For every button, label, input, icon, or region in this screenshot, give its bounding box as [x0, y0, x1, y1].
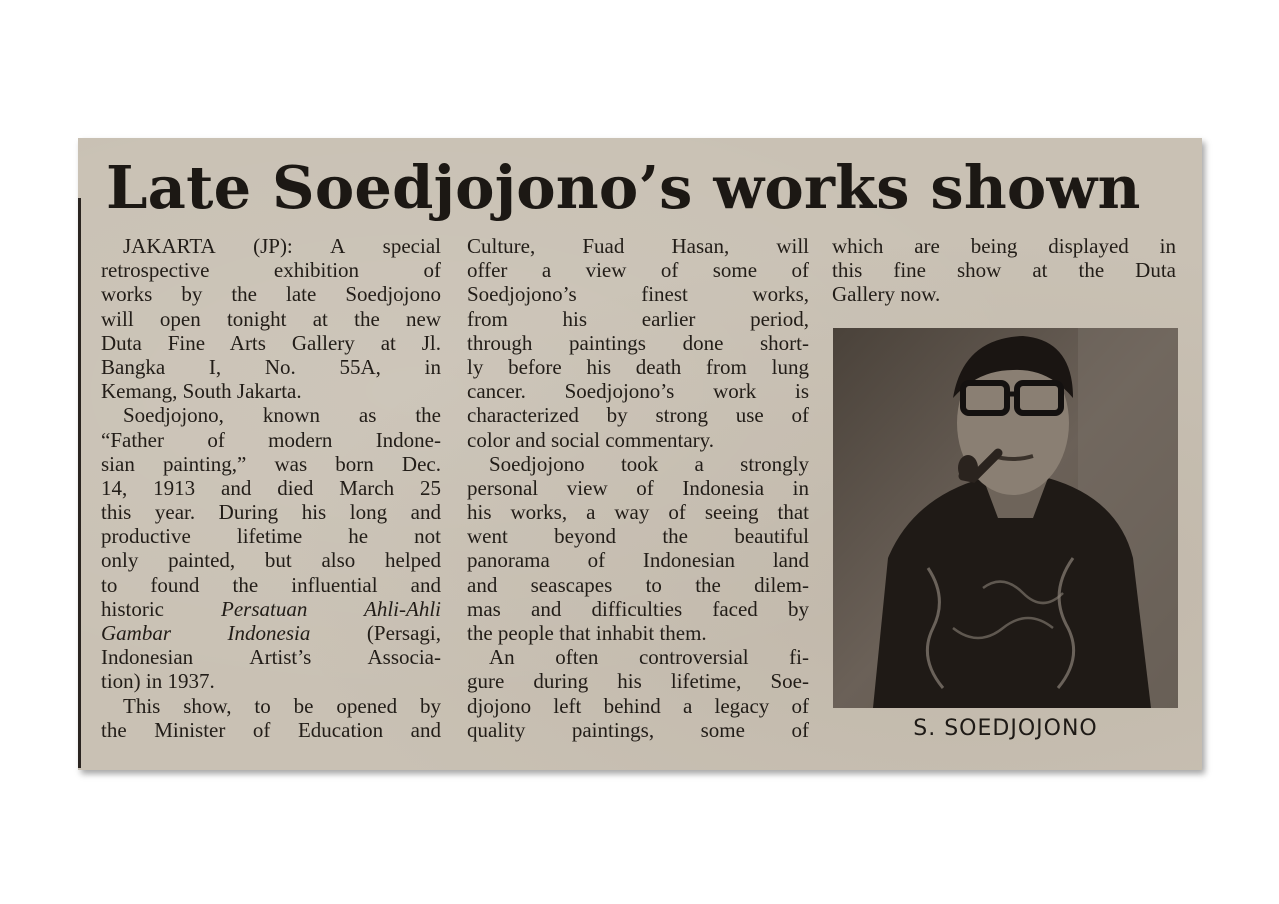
article-line [101, 234, 441, 258]
article-line [467, 476, 809, 500]
article-text: only painted, but also helped [101, 548, 441, 573]
article-line [467, 597, 809, 621]
article-text: An often controversial fi- [489, 645, 809, 670]
article-line [101, 500, 441, 524]
article-text: this year. During his long and [101, 500, 441, 525]
article-line [467, 669, 809, 693]
article-line [467, 331, 809, 355]
article-line [832, 234, 1176, 258]
article-line [101, 597, 441, 621]
article-text: sian painting,” was born Dec. [101, 451, 441, 476]
article-text: the Minister of Education and [101, 717, 441, 742]
article-line [101, 718, 441, 742]
article-line [832, 258, 1176, 282]
article-line [101, 428, 441, 452]
article-line [101, 452, 441, 476]
article-column-2 [467, 234, 809, 742]
article-text: color and social commentary. [467, 427, 715, 452]
article-line [467, 718, 809, 742]
article-line [101, 548, 441, 572]
article-text: offer a view of some of [467, 258, 809, 283]
article-line [101, 694, 441, 718]
article-text: characterized by strong use of [467, 403, 809, 428]
photo-caption: S. SOEDJOJONO [913, 716, 1098, 741]
article-text: gure during his lifetime, Soe- [467, 669, 809, 694]
article-line [467, 428, 809, 452]
newspaper-clipping [78, 138, 1202, 770]
article-line [101, 621, 441, 645]
article-line [101, 476, 441, 500]
article-line [467, 548, 809, 572]
article-line [467, 355, 809, 379]
article-line [467, 258, 809, 282]
article-text: “Father of modern Indone- [101, 427, 441, 452]
clipping-column-rule [78, 198, 81, 768]
article-text: this fine show at the Duta [832, 258, 1176, 283]
article-line [101, 331, 441, 355]
article-line [467, 524, 809, 548]
article-text: quality paintings, some of [467, 717, 809, 742]
portrait-photo-image [833, 328, 1178, 708]
article-text: his works, a way of seeing that [467, 500, 809, 525]
article-line [101, 282, 441, 306]
article-text: JAKARTA (JP): A special [123, 234, 441, 258]
article-line [101, 307, 441, 331]
article-line [467, 282, 809, 306]
article-line [101, 403, 441, 427]
article-text: cancer. Soedjojono’s work is [467, 379, 809, 404]
article-line [101, 645, 441, 669]
article-text: Soedjojono’s finest works, [467, 282, 809, 307]
article-line [467, 234, 809, 258]
article-line [467, 403, 809, 427]
article-line [101, 258, 441, 282]
portrait-photo [833, 328, 1178, 708]
article-text: through paintings done short- [467, 330, 809, 355]
article-text: Duta Fine Arts Gallery at Jl. [101, 330, 441, 355]
article-text: Bangka I, No. 55A, in [101, 354, 441, 379]
article-column-1 [101, 234, 441, 742]
article-text: works by the late Soedjojono [101, 282, 441, 307]
article-text: panorama of Indonesian land [467, 548, 809, 573]
article-text: to found the influential and [101, 572, 441, 597]
article-line [101, 669, 441, 693]
article-text: djojono left behind a legacy of [467, 693, 809, 718]
article-line [467, 307, 809, 331]
article-text: tion) in 1937. [101, 669, 215, 694]
article-text: 14, 1913 and died March 25 [101, 475, 441, 500]
article-italic-text: Gambar Indonesia [101, 621, 311, 645]
article-text: Indonesian Artist’s Associa- [101, 645, 441, 670]
article-text: the people that inhabit them. [467, 621, 707, 645]
article-text: Kemang, South Jakarta. [101, 379, 302, 404]
article-line [101, 355, 441, 379]
article-column-3 [832, 234, 1176, 307]
article-text: personal view of Indonesia in [467, 475, 809, 500]
article-line [467, 452, 809, 476]
article-line [832, 282, 1176, 306]
article-text: Soedjojono took a strongly [489, 451, 809, 476]
article-text: will open tonight at the new [101, 306, 441, 331]
article-text: This show, to be opened by [123, 693, 441, 718]
article-text: Soedjojono, known as the [123, 403, 441, 428]
article-line [467, 694, 809, 718]
article-italic-text: Persatuan Ahli-Ahli [221, 596, 441, 621]
article-text: went beyond the beautiful [467, 524, 809, 549]
headline: Late Soedjojono’s works shown [106, 153, 1141, 222]
article-text: mas and difficulties faced by [467, 596, 809, 621]
article-text: historic [101, 596, 164, 621]
article-line [101, 573, 441, 597]
article-text: productive lifetime he not [101, 524, 441, 549]
article-text: which are being displayed in [832, 234, 1176, 258]
article-line [467, 621, 809, 645]
article-text: from his earlier period, [467, 306, 809, 331]
article-line [467, 645, 809, 669]
article-text: Culture, Fuad Hasan, will [467, 234, 809, 258]
article-text: (Persagi, [366, 621, 441, 645]
article-line [467, 379, 809, 403]
article-text: ly before his death from lung [467, 354, 809, 379]
article-line [101, 379, 441, 403]
article-line [101, 524, 441, 548]
article-line [467, 500, 809, 524]
article-text: retrospective exhibition of [101, 258, 441, 283]
article-text: and seascapes to the dilem- [467, 572, 809, 597]
article-line [467, 573, 809, 597]
article-text: Gallery now. [832, 282, 941, 307]
